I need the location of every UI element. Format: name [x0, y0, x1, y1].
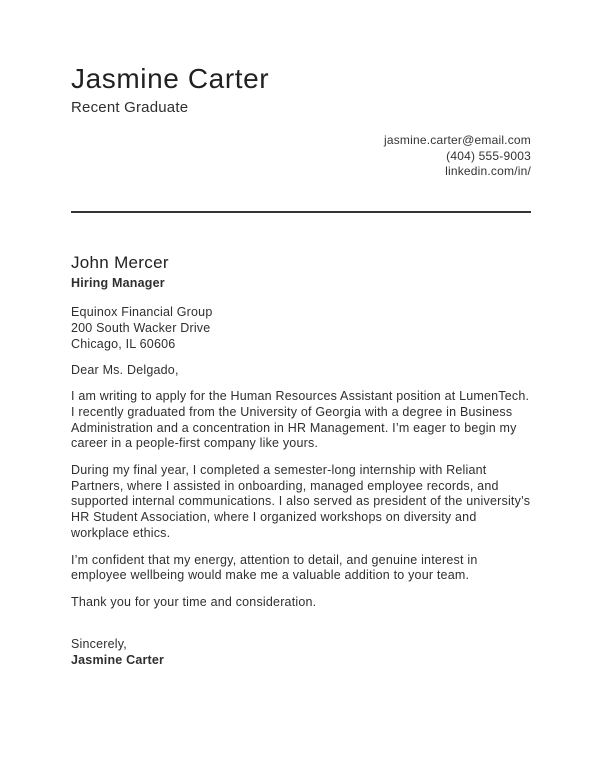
letter-body [71, 363, 531, 611]
contact-phone: (404) 555-9003 [446, 148, 531, 163]
contact-linkedin: linkedin.com/in/ [445, 164, 531, 178]
paragraph-fit: I’m confident that my energy, attention to detail, and genuine interest in employee wellbeing would make me a valuable addition to your team. [71, 552, 478, 583]
paragraph-thanks: Thank you for your time and consideration. [71, 594, 317, 609]
header-divider [71, 211, 531, 213]
recipient-name: John Mercer [71, 252, 169, 272]
contact-email: jasmine.carter@email.com [383, 133, 531, 147]
contact-info [71, 133, 531, 180]
signature-name: Jasmine Carter [71, 652, 165, 667]
paragraph-experience: During my final year, I completed a semester-long internship with Reliant Partners, where I assisted in onboarding, managed employee records, and supported internal communications. I also served as president of the university’s HR Student Association, where I organized workshops on diversity and workplace ethics. [71, 463, 531, 540]
salutation: Dear Ms. Delgado, [71, 362, 179, 377]
recipient-city: Chicago, IL 60606 [71, 336, 176, 351]
recipient-street: 200 South Wacker Drive [71, 320, 211, 335]
recipient-address [71, 304, 531, 352]
paragraph-intro: I am writing to apply for the Human Resources Assistant position at LumenTech. I recently graduated from the University of Georgia with a degree in Business Administration and a concentration in HR Management. I’m eager to begin my career in a people-first company like yours. [71, 389, 530, 451]
letter-header [71, 62, 531, 180]
recipient-block [71, 253, 531, 352]
recipient-role: Hiring Manager [71, 275, 165, 290]
applicant-title: Recent Graduate [71, 99, 189, 116]
applicant-name: Jasmine Carter [71, 63, 270, 94]
closing-word: Sincerely, [71, 636, 127, 651]
recipient-company: Equinox Financial Group [71, 304, 213, 319]
closing-block [71, 636, 531, 668]
